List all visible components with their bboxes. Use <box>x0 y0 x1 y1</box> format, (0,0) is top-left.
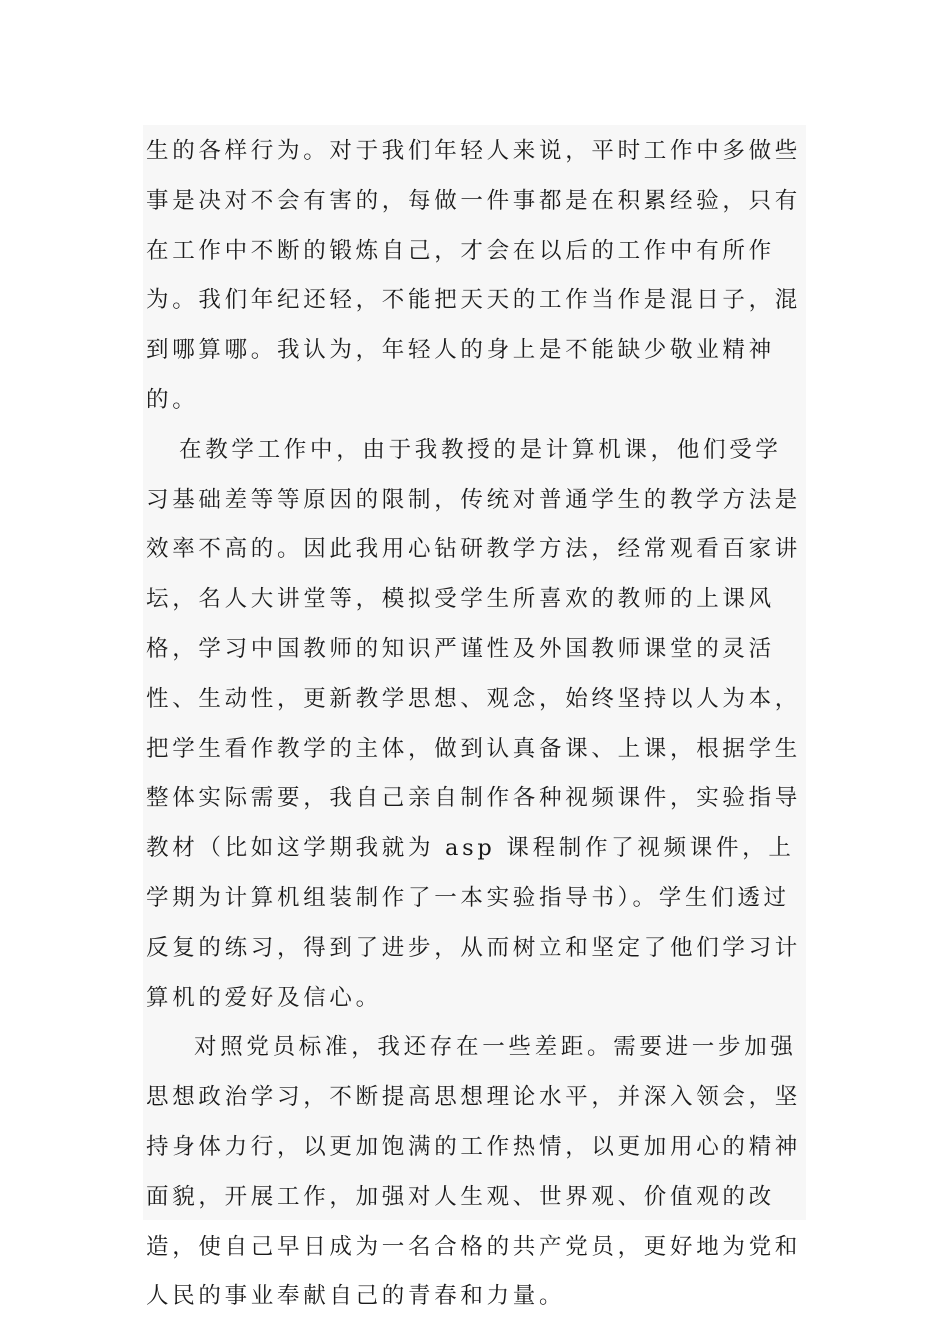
paragraph-3: 对照党员标准，我还存在一些差距。需要进一步加强思想政治学习，不断提高思想理论水平，并深入领会，坚持身体力行，以更加饱满的工作热情，以更加用心的精神面貌，开展工作，加强对人生观、世界观、价值观的改造，使自己早日成为一名合格的共产党员，更好地为党和人民的事业奉献自己的青春和力量。 <box>146 1034 802 1310</box>
body-text-block <box>143 125 806 1310</box>
paragraph-1: 生的各样行为。对于我们年轻人来说，平时工作中多做些事是决对不会有害的，每做一件事都是在积累经验，只有在工作中不断的锻炼自己，才会在以后的工作中有所作为。我们年纪还轻，不能把天天的工作当作是混日子，混到哪算哪。我认为，年轻人的身上是不能缺少敬业精神的。 <box>146 138 802 413</box>
paragraph-2: 在教学工作中，由于我教授的是计算机课，他们受学习基础差等等原因的限制，传统对普通学生的教学方法是效率不高的。因此我用心钻研教学方法，经常观看百家讲坛，名人大讲堂等，模拟受学生所喜欢的教师的上课风格，学习中国教师的知识严谨性及外国教师课堂的灵活性、生动性，更新教学思想、观念，始终坚持以人为本，把学生看作教学的主体，做到认真备课、上课，根据学生整体实际需要，我自己亲自制作各种视频课件，实验指导教材（比如这学期我就为 asp 课程制作了视频课件，上学期为计算机组装制作了一本实验指导书）。学生们透过反复的练习，得到了进步，从而树立和坚定了他们学习计算机的爱好及信心。 <box>146 436 802 1011</box>
